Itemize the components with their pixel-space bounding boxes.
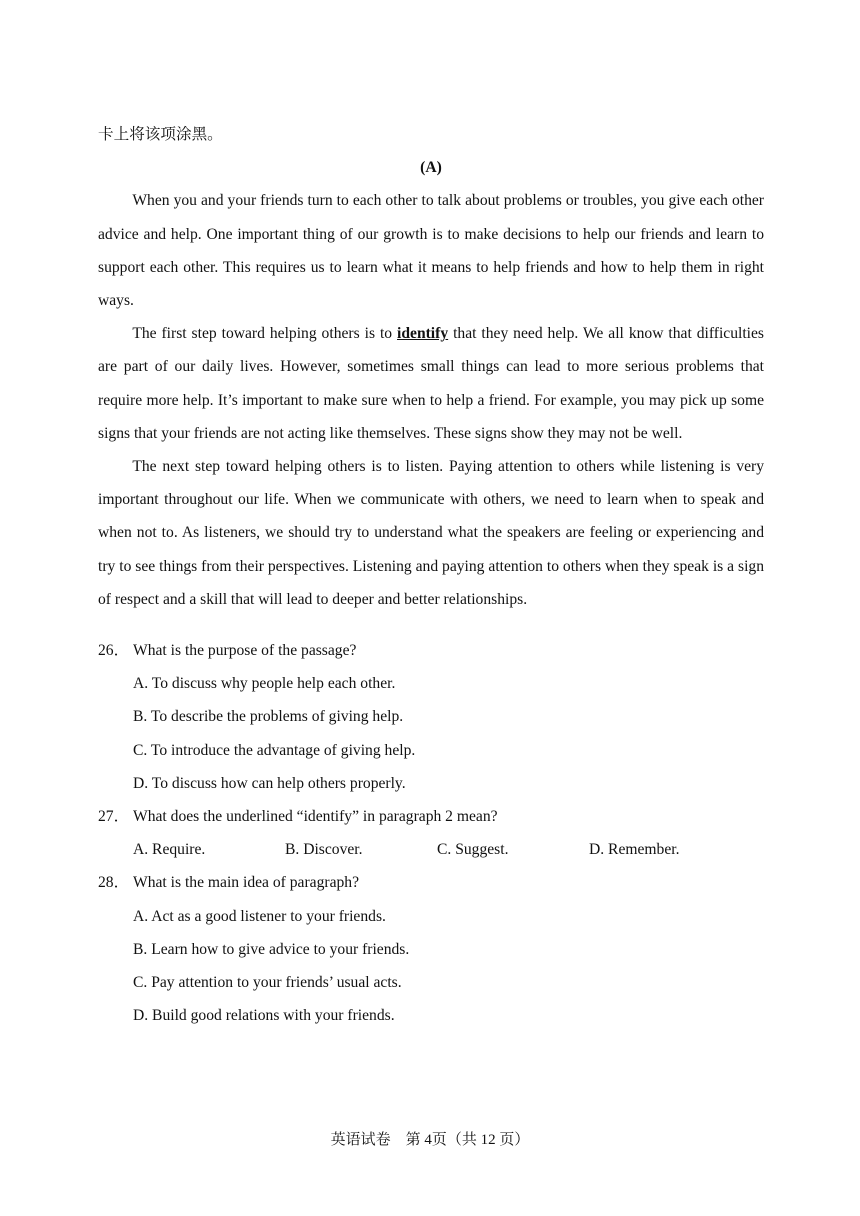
passage-paragraph-1: When you and your friends turn to each other to talk about problems or troubles, you give each other advice and help. One important thing of our growth is to make decisions to help our friends and learn to support each other. This requires us to learn what it means to help friends and how to help them in right ways. xyxy=(98,192,764,309)
question-text: What does the underlined “identify” in paragraph 2 mean? xyxy=(133,808,498,826)
option-28-a: A. Act as a good listener to your friends. xyxy=(133,907,386,925)
option-27-a: A. Require. xyxy=(133,841,206,859)
question-number: 26． xyxy=(98,642,130,660)
underlined-word-identify: identify xyxy=(397,325,449,343)
question-list xyxy=(98,634,764,1032)
option-26-b: B. To describe the problems of giving help. xyxy=(133,708,404,726)
paragraph-2-text-before: The first step toward helping others is to xyxy=(132,325,398,343)
question-text: What is the purpose of the passage? xyxy=(133,642,357,660)
instruction-tail: 卡上将该项涂黑。 xyxy=(98,126,223,143)
passage-paragraph-3: The next step toward helping others is to listen. Paying attention to others while listening is very important throughout our life. When we communicate with others, we need to learn when to speak and when not to. As listeners, we should try to understand what the speakers are feeling or experiencing and try to see things from their perspectives. Listening and paying attention to others when they speak is a sign of respect and a skill that will lead to deeper and better relationships. xyxy=(98,458,764,608)
question-28 xyxy=(98,866,764,899)
option-27-c: C. Suggest. xyxy=(437,841,509,859)
option-27-b: B. Discover. xyxy=(285,841,363,859)
section-title: (A) xyxy=(420,159,442,177)
option-26-d: D. To discuss how can help others properly. xyxy=(133,774,406,792)
exam-page xyxy=(98,118,764,1032)
option-26-c: C. To introduce the advantage of giving help. xyxy=(133,741,416,759)
option-28-b: B. Learn how to give advice to your friends. xyxy=(133,940,410,958)
passage-paragraph-2 xyxy=(98,317,764,450)
question-number: 28． xyxy=(98,874,130,892)
paragraph-2-text-after: that they need help. We all know that difficulties are part of our daily lives. However, sometimes small things can lead to more serious problems that require more help. It’s important to make sure when to help a friend. For example, you may pick up some signs that your friends are not acting like themselves. These signs show they may not be well. xyxy=(98,325,764,442)
question-number: 27． xyxy=(98,808,130,826)
option-26-a: A. To discuss why people help each other. xyxy=(133,675,396,693)
options-27-row xyxy=(98,833,764,866)
question-text: What is the main idea of paragraph? xyxy=(133,874,360,892)
option-28-d: D. Build good relations with your friends. xyxy=(133,1007,395,1025)
option-28-c: C. Pay attention to your friends’ usual acts. xyxy=(133,974,402,992)
page-footer: 英语试卷 第 4页（共 12 页） xyxy=(330,1132,530,1148)
question-27 xyxy=(98,800,764,833)
question-26 xyxy=(98,634,764,667)
option-27-d: D. Remember. xyxy=(589,841,680,859)
